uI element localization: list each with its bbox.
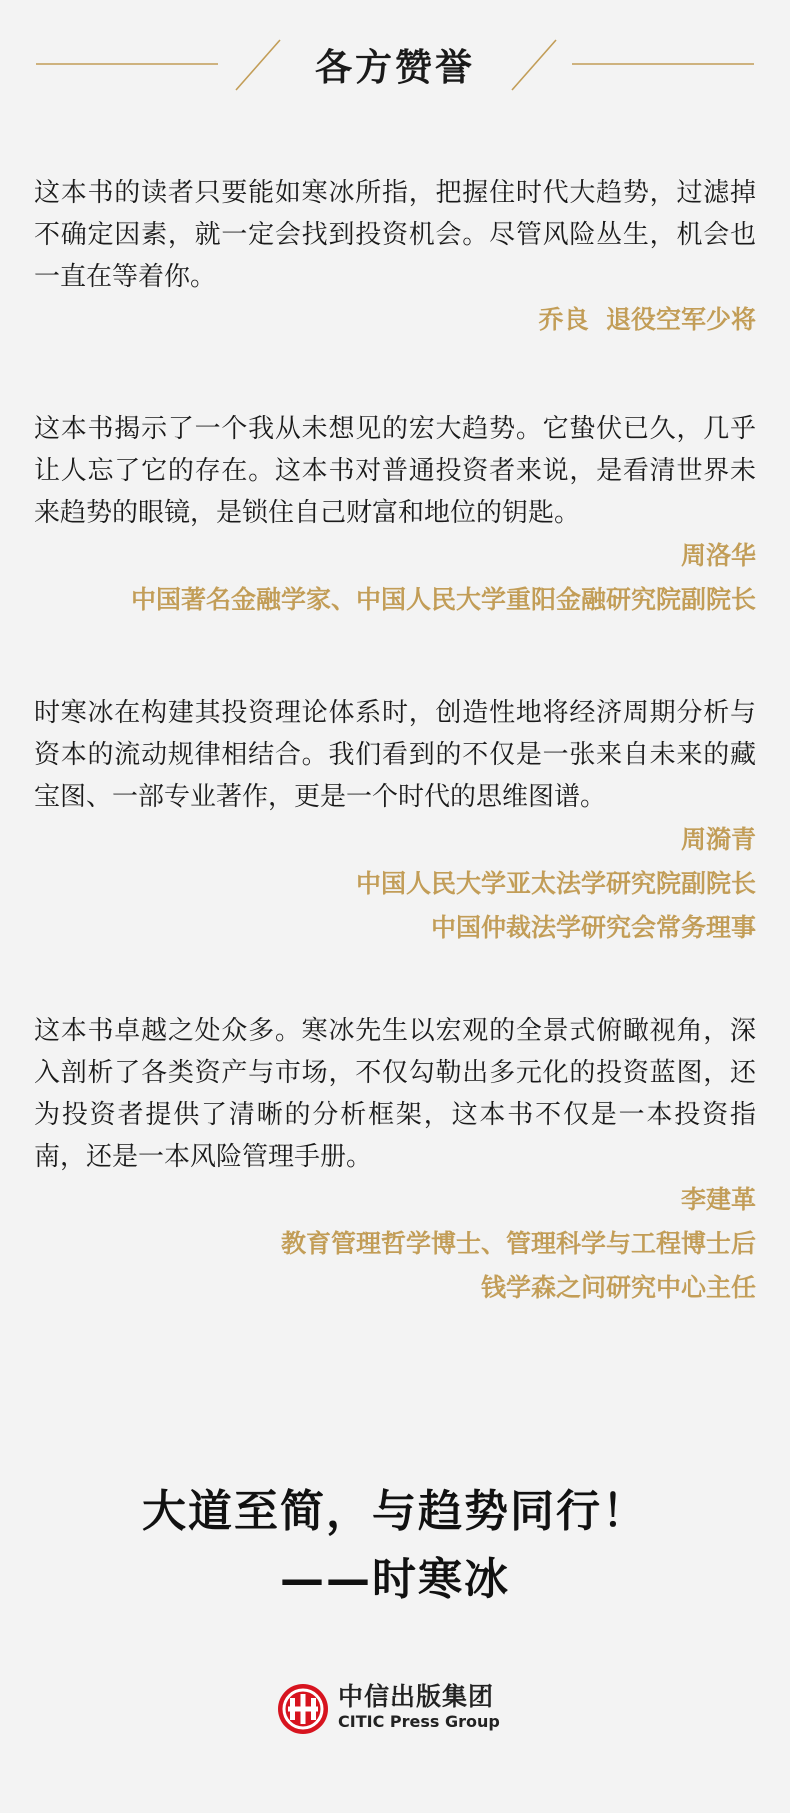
attribution <box>34 298 756 342</box>
header <box>0 0 790 140</box>
praise-quote: 时寒冰在构建其投资理论体系时，创造性地将经济周期分析与资本的流动规律相结合。我们看到的不仅是一张来自未来的藏宝图、一部专业著作，更是一个时代的思维图谱。 <box>34 698 756 812</box>
attribution <box>34 818 756 950</box>
publisher-logo <box>276 1680 536 1740</box>
praise-quote: 这本书的读者只要能如寒冰所指，把握住时代大趋势，过滤掉不确定因素，就一定会找到投资机会。尽管风险丛生，机会也一直在等着你。 <box>34 178 756 292</box>
attribution-title: 中国著名金融学家、中国人民大学重阳金融研究院副院长 <box>130 585 756 614</box>
attribution <box>34 534 756 622</box>
praise-quote: 这本书卓越之处众多。寒冰先生以宏观的全景式俯瞰视角，深入剖析了各类资产与市场，不仅勾勒出多元化的投资蓝图，还为投资者提供了清晰的分析框架，这本书不仅是一本投资指南，还是一本风险管理手册。 <box>34 1016 756 1172</box>
praise-block <box>34 172 756 342</box>
slogan-line: 大道至简，与趋势同行！ <box>142 1486 648 1537</box>
page-title: 各方赞誉 <box>315 46 475 89</box>
slogan-author: ——时寒冰 <box>280 1554 510 1605</box>
attribution-name: 周漪青 <box>680 825 756 854</box>
praise-block <box>34 692 756 950</box>
citic-logo-icon <box>276 1682 330 1736</box>
praise-block <box>34 408 756 622</box>
attribution-title: 中国仲裁法学研究会常务理事 <box>430 913 756 942</box>
slogan <box>0 1478 790 1614</box>
attribution-title: 教育管理哲学博士、管理科学与工程博士后 <box>280 1229 756 1258</box>
attribution-name: 李建革 <box>680 1185 756 1214</box>
attribution-title: 钱学森之问研究中心主任 <box>480 1273 756 1302</box>
publisher-name-cn: 中信出版集团 <box>338 1682 495 1711</box>
praise-block <box>34 1010 756 1310</box>
attribution-title: 中国人民大学亚太法学研究院副院长 <box>355 869 756 898</box>
attribution <box>34 1178 756 1310</box>
publisher-name-en: CITIC Press Group <box>338 1712 500 1731</box>
praise-quote: 这本书揭示了一个我从未想见的宏大趋势。它蛰伏已久，几乎让人忘了它的存在。这本书对普通投资者来说，是看清世界未来趋势的眼镜，是锁住自己财富和地位的钥匙。 <box>34 414 756 528</box>
attribution-name: 周洛华 <box>680 541 756 570</box>
attribution-name-title: 乔良 退役空军少将 <box>538 305 756 334</box>
